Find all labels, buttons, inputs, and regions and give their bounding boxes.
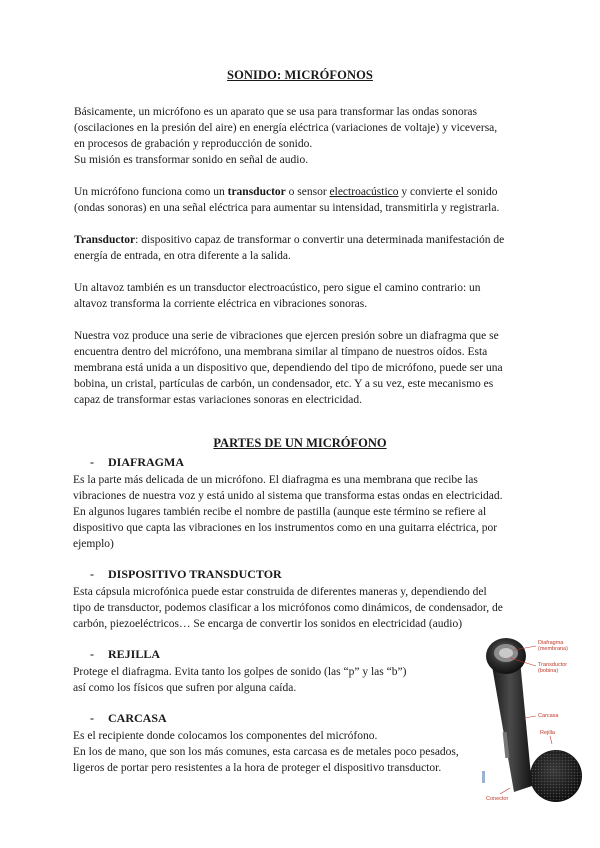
text-line: carbón, piezoeléctricos… Se encarga de convertir los sonidos en electricidad (audio): [73, 618, 463, 630]
text-line: vibraciones de nuestra voz y está unido al sistema que transforma estas ondas en electricidad.: [73, 490, 503, 502]
text-line: Su misión es transformar sonido en señal de audio.: [74, 154, 309, 166]
mic-grille: [530, 750, 582, 802]
microphone-diagram: [480, 636, 584, 808]
text-line: altavoz transforma la corriente eléctrica en vibraciones sonoras.: [74, 298, 368, 310]
label-diafragma: [538, 640, 568, 652]
term-electroacustico: electroacústico: [329, 186, 399, 198]
section-heading-text: CARCASA: [108, 711, 167, 725]
text-run: o sensor: [285, 186, 330, 198]
text-line: capaz de transformar estas variaciones sonoras en electricidad.: [74, 394, 362, 406]
text-line: encuentra dentro del micrófono, una membrana similar al tímpano de nuestros oídos. Esta: [74, 346, 488, 358]
text-line: Es la parte más delicada de un micrófono. El diafragma es una membrana que recibe las: [73, 474, 478, 486]
section-heading-text: DISPOSITIVO TRANSDUCTOR: [108, 567, 282, 581]
text-line: (ondas sonoras) en una señal eléctrica para aumentar su intensidad, transmitirla y registrarla.: [74, 202, 500, 214]
text-line: membrana está unida a un dispositivo que, dependiendo del tipo de micrófono, puede ser una: [74, 362, 503, 374]
definition-term: Transductor: [74, 234, 136, 246]
section-heading-transductor: [90, 567, 282, 582]
text-line: bobina, un cristal, partículas de carbón, un condensador, etc. Y a su vez, este mecanismo es: [74, 378, 494, 390]
label-conector: Conector: [486, 796, 509, 802]
text-line: dispositivo que capta las vibraciones en los instrumentos como en una guitarra eléctrica, por: [73, 522, 498, 534]
label-line: Transductor: [538, 662, 568, 668]
text-line: [74, 184, 536, 200]
section-body-diafragma: [73, 472, 543, 552]
intro-paragraph-1: [74, 104, 536, 168]
mic-capsule: [486, 638, 526, 674]
text-line: ligeros de portar pero resistentes a la hora de proteger el dispositivo transductor.: [73, 762, 442, 774]
text-line: Esta cápsula microfónica puede estar construida de diferentes maneras y, dependiendo del: [73, 586, 487, 598]
intro-paragraph-4: [74, 280, 536, 312]
intro-paragraph-3: [74, 232, 536, 264]
section-heading-text: REJILLA: [108, 647, 161, 661]
text-line: Protege el diafragma. Evita tanto los golpes de sonido (las “p” y las “b”): [73, 666, 407, 678]
label-transductor: [538, 662, 567, 674]
text-line: (oscilaciones en la presión del aire) en energía eléctrica (variaciones de voltaje) y viceversa,: [74, 122, 498, 134]
text-line: tipo de transductor, podemos clasificar a los micrófonos como dinámicos, de condensador, de: [73, 602, 503, 614]
text-line: Básicamente, un micrófono es un aparato que se usa para transformar las ondas sonoras: [74, 106, 478, 118]
text-line: ejemplo): [73, 538, 114, 550]
parts-title: PARTES DE UN MICRÓFONO: [213, 436, 387, 450]
section-heading-text: DIAFRAGMA: [108, 455, 184, 469]
mic-body: [492, 660, 532, 792]
label-line: Diafragma: [538, 640, 564, 646]
section-body-transductor: [73, 584, 543, 632]
text-run: Un micrófono funciona como un: [74, 186, 228, 198]
section-heading-carcasa: [90, 711, 167, 726]
term-transductor: transductor: [227, 186, 286, 198]
section-heading-rejilla: [90, 647, 160, 662]
page-title: SONIDO: MICRÓFONOS: [227, 68, 373, 82]
text-line: Nuestra voz produce una serie de vibraciones que ejercen presión sobre un diafragma que se: [74, 330, 499, 342]
bullet-dash: -: [90, 647, 94, 661]
text-line: así como los físicos que sufren por alguna caída.: [73, 682, 297, 694]
text-line: Un altavoz también es un transductor electroacústico, pero sigue el camino contrario: un: [74, 282, 481, 294]
label-line: (membrana): [538, 646, 568, 652]
text-line: en procesos de grabación y reproducción de sonido.: [74, 138, 313, 150]
label-rejilla: Rejilla: [540, 730, 555, 736]
blue-marker: [482, 771, 485, 783]
text-run: : dispositivo capaz de transformar o convertir una determinada manifestación de: [135, 234, 505, 246]
label-carcasa: Carcasa: [538, 713, 559, 719]
text-line: En los de mano, que son los más comunes, esta carcasa es de metales poco pesados,: [73, 746, 459, 758]
intro-paragraph-2: [74, 184, 536, 216]
microphone-illustration: [480, 636, 584, 808]
bullet-dash: -: [90, 455, 94, 469]
text-line: energía de entrada, en otra diferente a la salida.: [74, 250, 291, 262]
text-line: [74, 232, 536, 248]
section-body-carcasa: [73, 728, 483, 776]
text-run: y convierte el sonido: [398, 186, 498, 198]
label-line: (bobina): [538, 668, 559, 674]
section-body-rejilla: [73, 664, 473, 696]
text-line: Es el recipiente donde colocamos los componentes del micrófono.: [73, 730, 378, 742]
text-line: En algunos lugares también recibe el nombre de pastilla (aunque este término se refiere al: [73, 506, 487, 518]
bullet-dash: -: [90, 567, 94, 581]
bullet-dash: -: [90, 711, 94, 725]
intro-paragraph-5: [74, 328, 536, 408]
section-heading-diafragma: [90, 455, 184, 470]
